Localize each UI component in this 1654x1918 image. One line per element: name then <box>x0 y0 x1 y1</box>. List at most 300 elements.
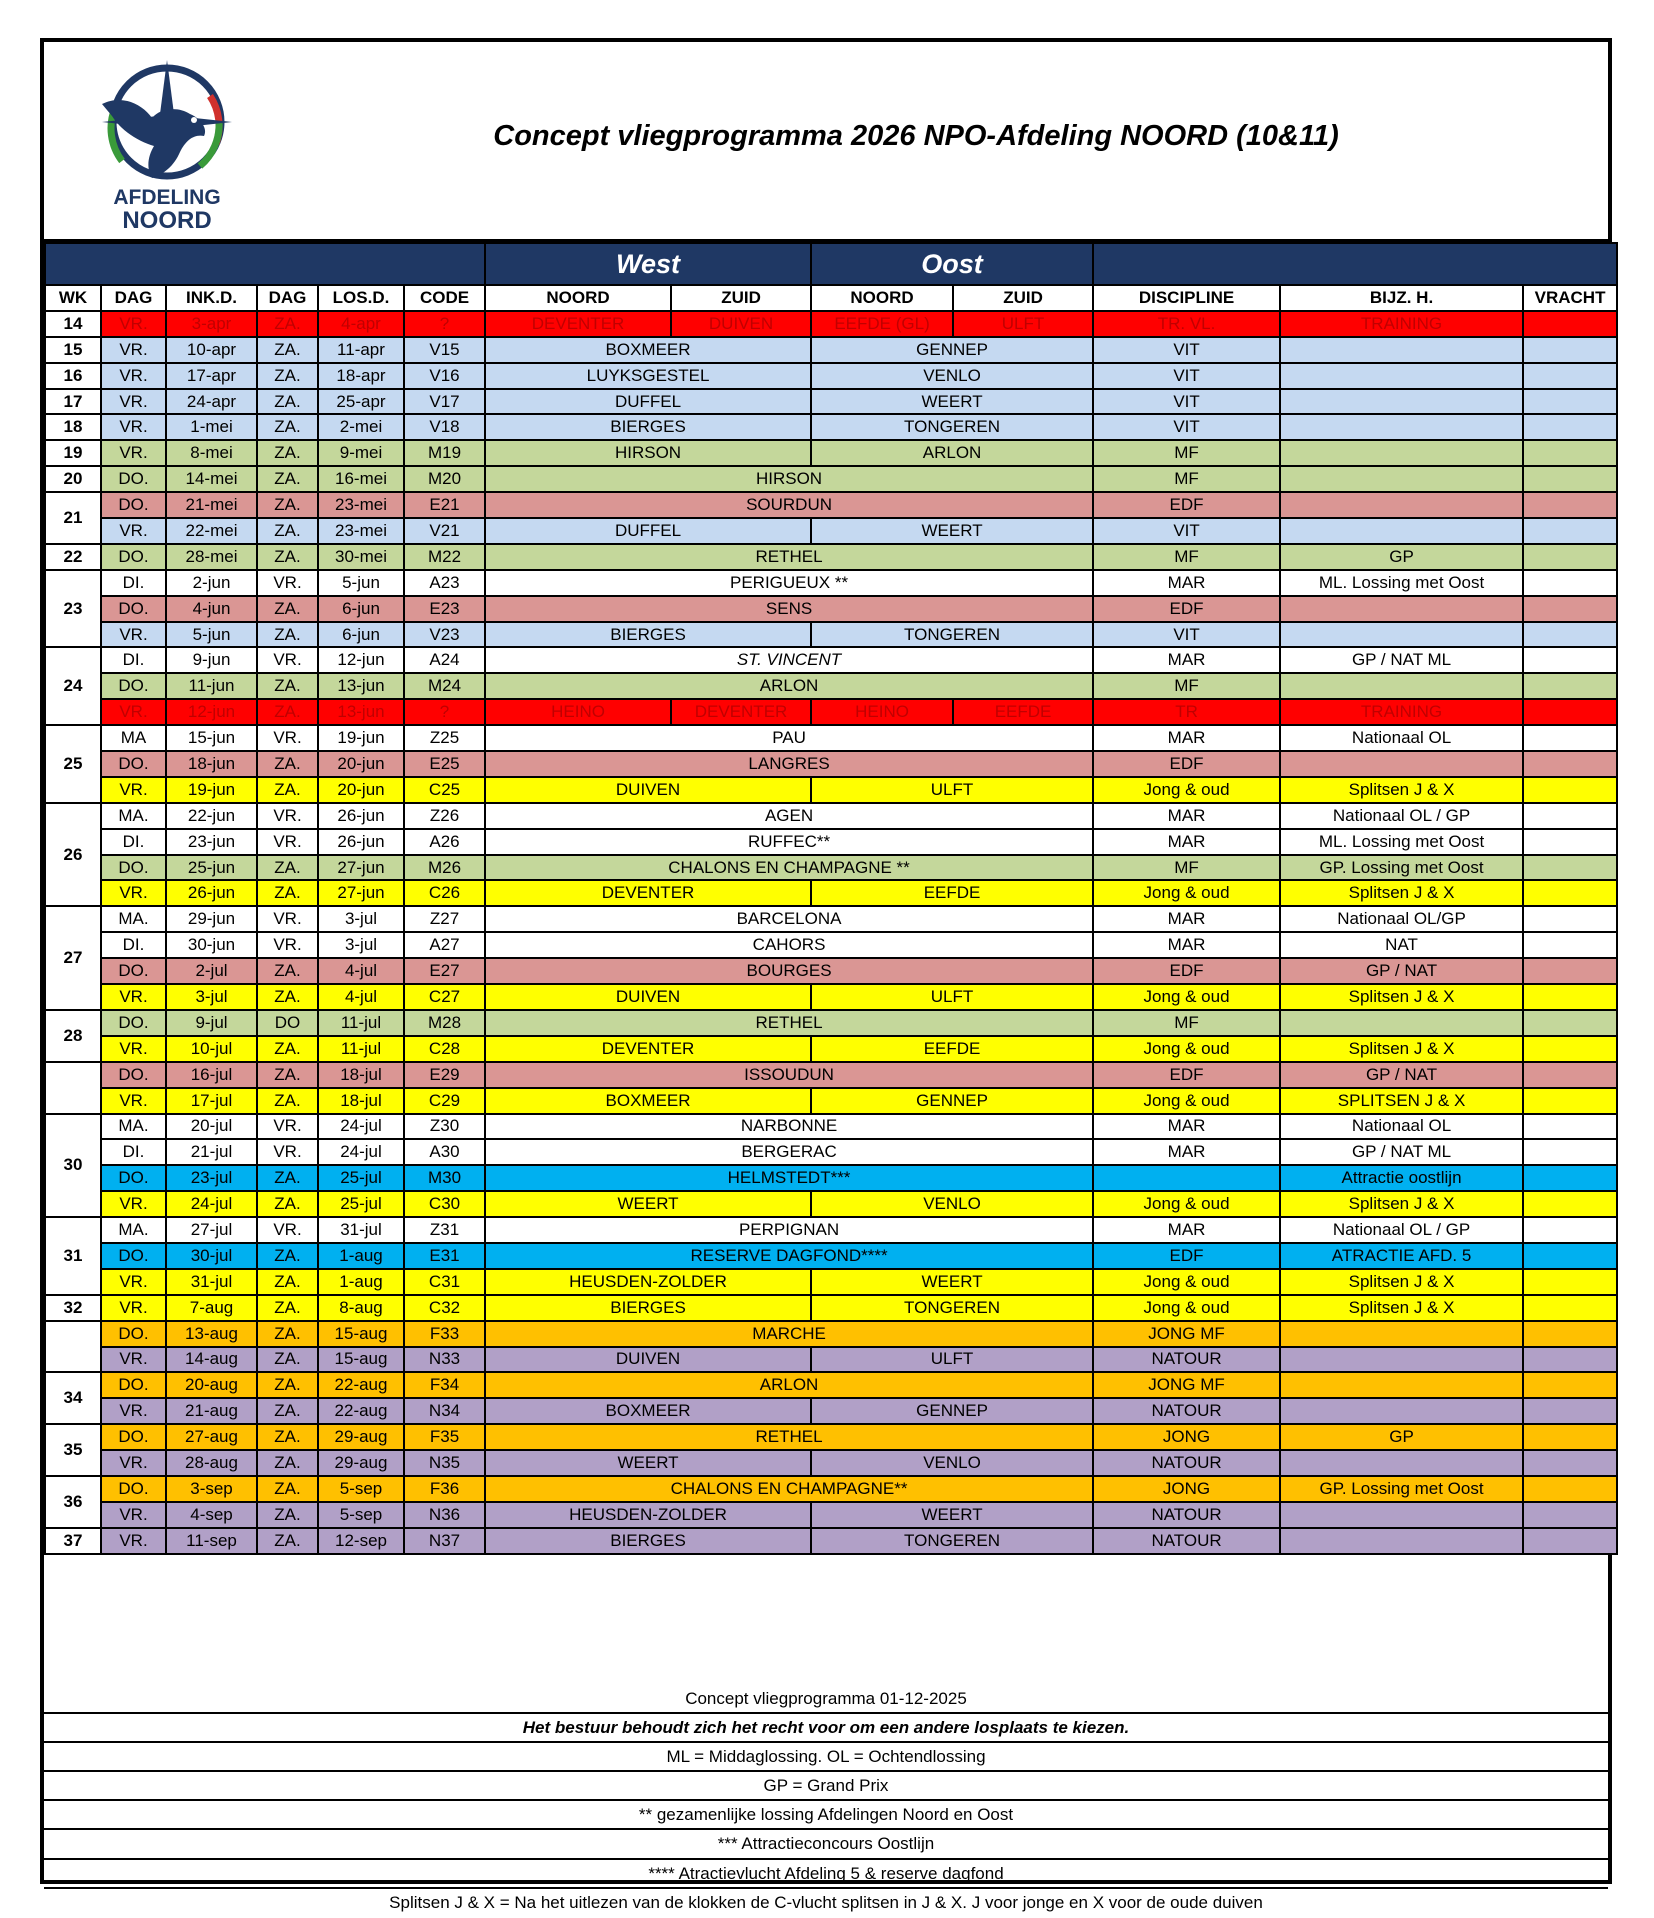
location-shared: HIRSON <box>485 466 1093 492</box>
release-date: 29-aug <box>318 1450 404 1476</box>
flight-code: V17 <box>404 389 485 415</box>
inkorf-date: 24-jul <box>166 1191 257 1217</box>
vracht <box>1523 622 1617 648</box>
discipline: Jong & oud <box>1093 1088 1280 1114</box>
location-west: DEVENTER <box>485 1036 811 1062</box>
release-day: VR. <box>257 570 318 596</box>
inkorf-day: DO. <box>101 1321 166 1347</box>
discipline: NATOUR <box>1093 1502 1280 1528</box>
week-number: 30 <box>45 1114 101 1218</box>
discipline: Jong & oud <box>1093 1036 1280 1062</box>
week-number: 34 <box>45 1372 101 1424</box>
release-date: 12-sep <box>318 1528 404 1554</box>
week-number: 15 <box>45 337 101 363</box>
release-day: ZA. <box>257 492 318 518</box>
inkorf-date: 4-sep <box>166 1502 257 1528</box>
vracht <box>1523 389 1617 415</box>
release-day: ZA. <box>257 363 318 389</box>
location-oost: TONGEREN <box>811 1528 1093 1554</box>
bijzonderheden <box>1280 1010 1523 1036</box>
week-number: 37 <box>45 1528 101 1554</box>
release-day: ZA. <box>257 466 318 492</box>
bijzonderheden: Splitsen J & X <box>1280 1191 1523 1217</box>
inkorf-date: 11-jun <box>166 673 257 699</box>
inkorf-date: 14-aug <box>166 1347 257 1373</box>
release-day: VR. <box>257 1114 318 1140</box>
release-date: 29-aug <box>318 1424 404 1450</box>
week-number: 31 <box>45 1217 101 1295</box>
inkorf-date: 14-mei <box>166 466 257 492</box>
vracht <box>1523 906 1617 932</box>
location-shared: PAU <box>485 725 1093 751</box>
discipline: MAR <box>1093 570 1280 596</box>
table-row <box>45 1114 1617 1140</box>
week-number: 23 <box>45 570 101 648</box>
discipline <box>1093 1165 1280 1191</box>
inkorf-day: DI. <box>101 1139 166 1165</box>
inkorf-date: 7-aug <box>166 1295 257 1321</box>
svg-text:AFDELING: AFDELING <box>113 186 221 209</box>
discipline: JONG MF <box>1093 1372 1280 1398</box>
flight-code: C29 <box>404 1088 485 1114</box>
release-date: 18-apr <box>318 363 404 389</box>
week-number: 35 <box>45 1424 101 1476</box>
vracht <box>1523 1010 1617 1036</box>
table-row <box>45 803 1617 829</box>
discipline: VIT <box>1093 414 1280 440</box>
inkorf-date: 23-jul <box>166 1165 257 1191</box>
release-date: 24-jul <box>318 1139 404 1165</box>
bijzonderheden: GP. Lossing met Oost <box>1280 855 1523 881</box>
location-west: WEERT <box>485 1450 811 1476</box>
table-row <box>45 492 1617 518</box>
inkorf-date: 17-jul <box>166 1088 257 1114</box>
flight-code: V15 <box>404 337 485 363</box>
release-date: 22-aug <box>318 1372 404 1398</box>
discipline: VIT <box>1093 389 1280 415</box>
location-shared: SENS <box>485 596 1093 622</box>
table-row <box>45 1139 1617 1165</box>
inkorf-day: VR. <box>101 1269 166 1295</box>
table-row <box>45 1217 1617 1243</box>
location-west: DUFFEL <box>485 518 811 544</box>
vracht <box>1523 1476 1617 1502</box>
location-cell: HEINO <box>485 699 671 725</box>
release-day: ZA. <box>257 1165 318 1191</box>
release-date: 25-apr <box>318 389 404 415</box>
table-row <box>45 570 1617 596</box>
discipline: MAR <box>1093 906 1280 932</box>
region-header-blank <box>45 243 485 285</box>
table-row <box>45 1036 1617 1062</box>
release-day: ZA. <box>257 958 318 984</box>
release-date: 11-jul <box>318 1036 404 1062</box>
release-day: VR. <box>257 1217 318 1243</box>
release-day: ZA. <box>257 1398 318 1424</box>
inkorf-date: 3-sep <box>166 1476 257 1502</box>
region-header-rest <box>1093 243 1617 285</box>
vracht <box>1523 466 1617 492</box>
table-row <box>45 1010 1617 1036</box>
vracht <box>1523 1450 1617 1476</box>
release-date: 3-jul <box>318 932 404 958</box>
release-day: ZA. <box>257 1191 318 1217</box>
vracht <box>1523 1398 1617 1424</box>
location-west: DEVENTER <box>485 880 811 906</box>
release-day: ZA. <box>257 1243 318 1269</box>
release-date: 8-aug <box>318 1295 404 1321</box>
location-west: WEERT <box>485 1191 811 1217</box>
inkorf-date: 1-mei <box>166 414 257 440</box>
inkorf-day: MA. <box>101 906 166 932</box>
table-row <box>45 414 1617 440</box>
flight-code: E25 <box>404 751 485 777</box>
vracht <box>1523 1372 1617 1398</box>
inkorf-date: 29-jun <box>166 906 257 932</box>
week-number: 25 <box>45 725 101 803</box>
discipline: EDF <box>1093 1243 1280 1269</box>
location-west: DUIVEN <box>485 777 811 803</box>
release-date: 11-apr <box>318 337 404 363</box>
flight-code: V16 <box>404 363 485 389</box>
region-header-row <box>45 243 1617 285</box>
logo-wordmark <box>113 186 220 234</box>
bijzonderheden: ATRACTIE AFD. 5 <box>1280 1243 1523 1269</box>
location-shared: ARLON <box>485 673 1093 699</box>
discipline: MF <box>1093 855 1280 881</box>
vracht <box>1523 829 1617 855</box>
table-row <box>45 1088 1617 1114</box>
col-header-inkd: INK.D. <box>166 285 257 311</box>
afdeling-noord-logo <box>82 56 252 234</box>
bijzonderheden: Splitsen J & X <box>1280 777 1523 803</box>
location-shared: CAHORS <box>485 932 1093 958</box>
week-number: 36 <box>45 1476 101 1528</box>
inkorf-date: 27-jul <box>166 1217 257 1243</box>
column-header-row <box>45 285 1617 311</box>
table-row <box>45 337 1617 363</box>
table-row <box>45 1243 1617 1269</box>
footnote-line: Splitsen J & X = Na het uitlezen van de klokken de C-vlucht splitsen in J & X. J voor jonge en X voor de oude duiven <box>389 1892 1263 1912</box>
table-row <box>45 751 1617 777</box>
inkorf-date: 2-jun <box>166 570 257 596</box>
bijzonderheden: NAT <box>1280 932 1523 958</box>
bijzonderheden <box>1280 1528 1523 1554</box>
discipline: MAR <box>1093 647 1280 673</box>
vracht <box>1523 518 1617 544</box>
vracht <box>1523 440 1617 466</box>
release-day: ZA. <box>257 440 318 466</box>
inkorf-date: 4-jun <box>166 596 257 622</box>
flight-code: E31 <box>404 1243 485 1269</box>
release-date: 5-sep <box>318 1476 404 1502</box>
table-row <box>45 984 1617 1010</box>
inkorf-day: VR. <box>101 1088 166 1114</box>
location-shared: RETHEL <box>485 1424 1093 1450</box>
bijzonderheden <box>1280 337 1523 363</box>
vracht <box>1523 337 1617 363</box>
flight-code: C31 <box>404 1269 485 1295</box>
footnote-line: **** Atractievlucht Afdeling 5 & reserve dagfond <box>44 1860 1608 1889</box>
vracht <box>1523 1243 1617 1269</box>
week-number: 19 <box>45 440 101 466</box>
bijzonderheden <box>1280 414 1523 440</box>
inkorf-day: DO. <box>101 1062 166 1088</box>
discipline: Jong & oud <box>1093 1295 1280 1321</box>
vracht <box>1523 1139 1617 1165</box>
inkorf-day: DO. <box>101 596 166 622</box>
col-header-west-zuid: ZUID <box>671 285 811 311</box>
table-row <box>45 1398 1617 1424</box>
release-day: ZA. <box>257 1269 318 1295</box>
inkorf-day: DO. <box>101 1424 166 1450</box>
inkorf-day: DO. <box>101 1243 166 1269</box>
table-row <box>45 880 1617 906</box>
flight-code: E21 <box>404 492 485 518</box>
inkorf-day: DI. <box>101 570 166 596</box>
discipline: NATOUR <box>1093 1450 1280 1476</box>
location-shared: ARLON <box>485 1372 1093 1398</box>
inkorf-date: 27-aug <box>166 1424 257 1450</box>
flight-code: N33 <box>404 1347 485 1373</box>
release-day: ZA. <box>257 699 318 725</box>
inkorf-date: 22-jun <box>166 803 257 829</box>
table-row <box>45 855 1617 881</box>
inkorf-date: 5-jun <box>166 622 257 648</box>
table-row <box>45 311 1617 337</box>
location-oost: WEERT <box>811 1269 1093 1295</box>
inkorf-date: 3-apr <box>166 311 257 337</box>
release-date: 13-jun <box>318 699 404 725</box>
vracht <box>1523 751 1617 777</box>
table-row <box>45 389 1617 415</box>
location-shared: BARCELONA <box>485 906 1093 932</box>
flight-code: M24 <box>404 673 485 699</box>
location-oost: VENLO <box>811 1450 1093 1476</box>
vracht <box>1523 544 1617 570</box>
discipline: MF <box>1093 544 1280 570</box>
inkorf-day: DO. <box>101 1372 166 1398</box>
location-oost: GENNEP <box>811 1398 1093 1424</box>
location-oost: GENNEP <box>811 1088 1093 1114</box>
discipline: VIT <box>1093 363 1280 389</box>
bijzonderheden <box>1280 440 1523 466</box>
release-day: ZA. <box>257 518 318 544</box>
bijzonderheden: GP / NAT <box>1280 958 1523 984</box>
flight-code: F34 <box>404 1372 485 1398</box>
release-day: ZA. <box>257 855 318 881</box>
discipline: MAR <box>1093 725 1280 751</box>
flight-code: A27 <box>404 932 485 958</box>
discipline: MAR <box>1093 932 1280 958</box>
location-shared: PERPIGNAN <box>485 1217 1093 1243</box>
table-row <box>45 544 1617 570</box>
week-number <box>45 1321 101 1373</box>
release-date: 27-jun <box>318 855 404 881</box>
flight-code: N37 <box>404 1528 485 1554</box>
table-row <box>45 466 1617 492</box>
release-day: ZA. <box>257 1424 318 1450</box>
flight-code: ? <box>404 311 485 337</box>
location-west: BIERGES <box>485 1295 811 1321</box>
vracht <box>1523 725 1617 751</box>
inkorf-date: 20-aug <box>166 1372 257 1398</box>
release-date: 20-jun <box>318 751 404 777</box>
col-header-wk: WK <box>45 285 101 311</box>
release-date: 20-jun <box>318 777 404 803</box>
footnote-line: Het bestuur behoudt zich het recht voor om een andere losplaats te kiezen. <box>44 1714 1608 1743</box>
discipline: EDF <box>1093 751 1280 777</box>
vracht <box>1523 1165 1617 1191</box>
inkorf-day: VR. <box>101 440 166 466</box>
flight-code: F36 <box>404 1476 485 1502</box>
inkorf-day: VR. <box>101 1398 166 1424</box>
bijzonderheden <box>1280 673 1523 699</box>
location-cell: ULFT <box>953 311 1093 337</box>
bijzonderheden: Splitsen J & X <box>1280 984 1523 1010</box>
table-row <box>45 1424 1617 1450</box>
location-shared: ISSOUDUN <box>485 1062 1093 1088</box>
bijzonderheden <box>1280 622 1523 648</box>
vracht <box>1523 363 1617 389</box>
flight-code: Z30 <box>404 1114 485 1140</box>
release-date: 4-jul <box>318 958 404 984</box>
inkorf-day: VR. <box>101 777 166 803</box>
flight-code: Z25 <box>404 725 485 751</box>
col-header-losd: LOS.D. <box>318 285 404 311</box>
discipline: MAR <box>1093 1114 1280 1140</box>
discipline: JONG <box>1093 1424 1280 1450</box>
inkorf-day: DO. <box>101 751 166 777</box>
location-oost: EEFDE <box>811 1036 1093 1062</box>
release-day: ZA. <box>257 389 318 415</box>
discipline: NATOUR <box>1093 1398 1280 1424</box>
release-date: 11-jul <box>318 1010 404 1036</box>
inkorf-date: 9-jul <box>166 1010 257 1036</box>
vracht <box>1523 647 1617 673</box>
week-number: 14 <box>45 311 101 337</box>
release-day: ZA. <box>257 1295 318 1321</box>
release-day: ZA. <box>257 596 318 622</box>
location-west: DUFFEL <box>485 389 811 415</box>
release-day: VR. <box>257 829 318 855</box>
flight-code: C25 <box>404 777 485 803</box>
location-cell: DEVENTER <box>671 699 811 725</box>
inkorf-date: 21-mei <box>166 492 257 518</box>
col-header-dag: DAG <box>101 285 166 311</box>
bijzonderheden: Splitsen J & X <box>1280 880 1523 906</box>
location-shared: BOURGES <box>485 958 1093 984</box>
region-header-west: West <box>485 243 811 285</box>
flight-schedule-table <box>44 242 1618 1555</box>
bijzonderheden: Splitsen J & X <box>1280 1036 1523 1062</box>
table-row <box>45 777 1617 803</box>
location-shared: ST. VINCENT <box>485 647 1093 673</box>
discipline: EDF <box>1093 958 1280 984</box>
vracht <box>1523 1321 1617 1347</box>
bijzonderheden: ML. Lossing met Oost <box>1280 570 1523 596</box>
release-date: 15-aug <box>318 1347 404 1373</box>
bijzonderheden: GP <box>1280 1424 1523 1450</box>
inkorf-day: VR. <box>101 880 166 906</box>
vracht <box>1523 777 1617 803</box>
location-oost: ULFT <box>811 777 1093 803</box>
vracht <box>1523 803 1617 829</box>
inkorf-day: DO. <box>101 1010 166 1036</box>
discipline: NATOUR <box>1093 1347 1280 1373</box>
location-oost: ARLON <box>811 440 1093 466</box>
flight-code: M20 <box>404 466 485 492</box>
location-oost: WEERT <box>811 389 1093 415</box>
discipline: Jong & oud <box>1093 1269 1280 1295</box>
footnote-line: *** Attractieconcours Oostlijn <box>44 1830 1608 1859</box>
col-header-code: CODE <box>404 285 485 311</box>
location-shared: PERIGUEUX ** <box>485 570 1093 596</box>
week-number: 16 <box>45 363 101 389</box>
inkorf-date: 11-sep <box>166 1528 257 1554</box>
location-shared: RETHEL <box>485 544 1093 570</box>
bijzonderheden: Splitsen J & X <box>1280 1269 1523 1295</box>
bijzonderheden <box>1280 1502 1523 1528</box>
discipline: MAR <box>1093 803 1280 829</box>
week-number: 26 <box>45 803 101 907</box>
bijzonderheden <box>1280 1450 1523 1476</box>
inkorf-day: VR. <box>101 337 166 363</box>
location-west: DUIVEN <box>485 984 811 1010</box>
release-date: 2-mei <box>318 414 404 440</box>
table-row <box>45 1347 1617 1373</box>
inkorf-day: VR. <box>101 311 166 337</box>
flight-code: E27 <box>404 958 485 984</box>
vracht <box>1523 699 1617 725</box>
vracht <box>1523 1528 1617 1554</box>
release-date: 5-sep <box>318 1502 404 1528</box>
bijzonderheden: Attractie oostlijn <box>1280 1165 1523 1191</box>
inkorf-date: 2-jul <box>166 958 257 984</box>
flight-code: A30 <box>404 1139 485 1165</box>
inkorf-day: DO. <box>101 855 166 881</box>
col-header-vracht: VRACHT <box>1523 285 1617 311</box>
vracht <box>1523 880 1617 906</box>
inkorf-day: VR. <box>101 1036 166 1062</box>
location-west: HEUSDEN-ZOLDER <box>485 1502 811 1528</box>
bijzonderheden <box>1280 1398 1523 1424</box>
release-date: 5-jun <box>318 570 404 596</box>
flight-code: M26 <box>404 855 485 881</box>
flight-code: A23 <box>404 570 485 596</box>
release-day: ZA. <box>257 880 318 906</box>
location-oost: VENLO <box>811 1191 1093 1217</box>
inkorf-date: 22-mei <box>166 518 257 544</box>
inkorf-date: 21-jul <box>166 1139 257 1165</box>
release-date: 27-jun <box>318 880 404 906</box>
release-day: ZA. <box>257 777 318 803</box>
week-number: 17 <box>45 389 101 415</box>
document-header <box>44 42 1608 242</box>
vracht <box>1523 1347 1617 1373</box>
footnote-line: ** gezamenlijke lossing Afdelingen Noord en Oost <box>44 1801 1608 1830</box>
inkorf-day: VR. <box>101 518 166 544</box>
footnote-line: ML = Middaglossing. OL = Ochtendlossing <box>44 1743 1608 1772</box>
location-shared: LANGRES <box>485 751 1093 777</box>
vracht <box>1523 673 1617 699</box>
location-cell: EEFDE <box>953 699 1093 725</box>
location-cell: EEFDE (GL) <box>811 311 953 337</box>
week-number: 18 <box>45 414 101 440</box>
release-day: ZA. <box>257 1036 318 1062</box>
release-day: DO <box>257 1010 318 1036</box>
release-date: 26-jun <box>318 803 404 829</box>
